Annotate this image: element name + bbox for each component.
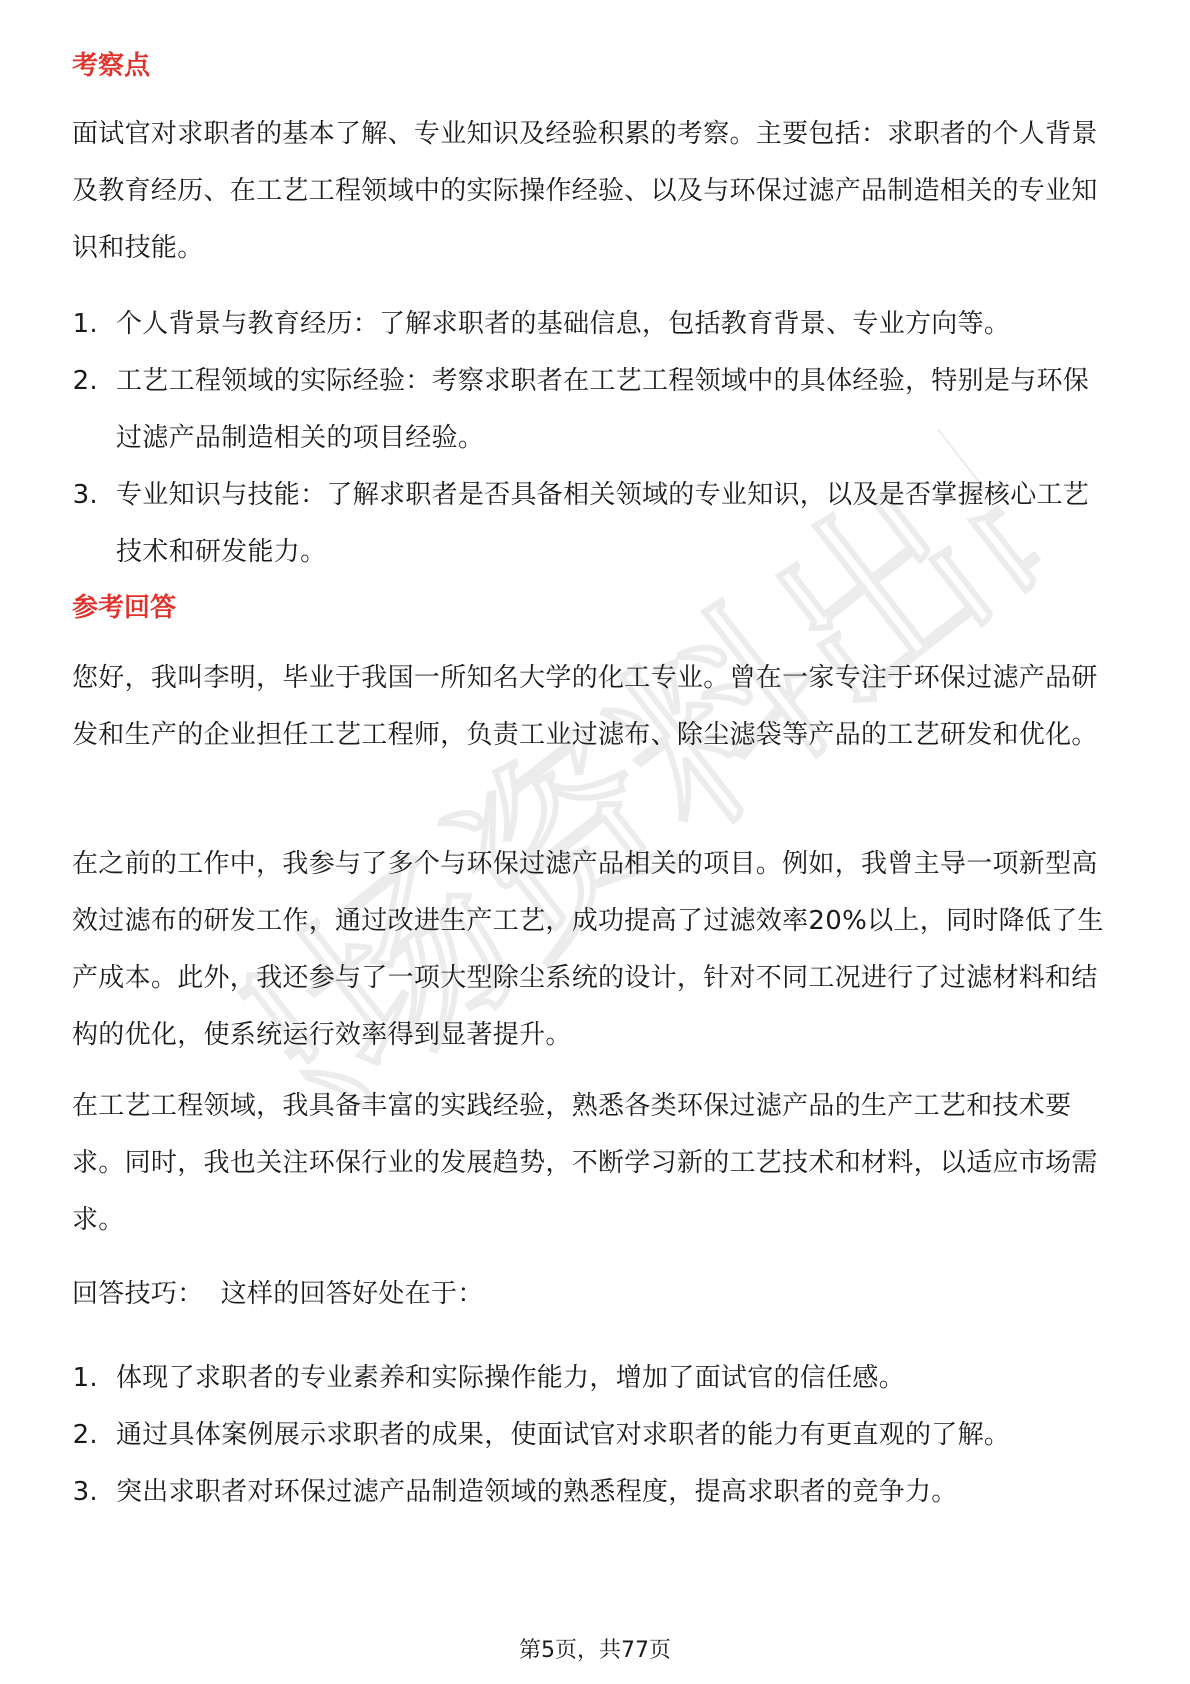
list-number: 2.	[72, 1420, 98, 1450]
list-text: 工艺工程领域的实际经验：考察求职者在工艺工程领域中的具体经验，特别是与环保过滤产品制造相关的项目经验。	[116, 366, 1090, 453]
reference-answer-heading: 参考回答	[72, 593, 177, 623]
list-item	[64, 467, 1110, 581]
answer-tips-intro: 回答技巧： 这样的回答好处在于：	[72, 1279, 484, 1309]
list-text: 专业知识与技能：了解求职者是否具备相关领域的专业知识，以及是否掌握核心工艺技术和研发能力。	[116, 480, 1090, 567]
list-text: 个人背景与教育经历：了解求职者的基础信息，包括教育背景、专业方向等。	[116, 309, 1011, 339]
answer-paragraph-3: 在工艺工程领域，我具备丰富的实践经验，熟悉各类环保过滤产品的生产工艺和技术要求。同时，我也关注环保行业的发展趋势，不断学习新的工艺技术和材料，以适应市场需求。	[72, 1091, 1098, 1235]
answer-paragraph-2: 在之前的工作中，我参与了多个与环保过滤产品相关的项目。例如，我曾主导一项新型高效过滤布的研发工作，通过改进生产工艺，成功提高了过滤效率20%以上，同时降低了生产成本。此外，我还参与了一项大型除尘系统的设计，针对不同工况进行了过滤材料和结构的优化，使系统运行效率得到显著提升。	[72, 849, 1104, 1050]
watermark-text: 职场资料出品	[203, 394, 1097, 1186]
list-number: 1.	[72, 1363, 98, 1393]
list-item	[64, 296, 1110, 353]
list-item	[64, 1350, 1110, 1407]
list-text: 体现了求职者的专业素养和实际操作能力，增加了面试官的信任感。	[116, 1363, 906, 1393]
list-number: 1.	[72, 309, 98, 339]
exam-points-heading: 考察点	[72, 51, 151, 81]
answer-paragraph-1: 您好，我叫李明，毕业于我国一所知名大学的化工专业。曾在一家专注于环保过滤产品研发和生产的企业担任工艺工程师，负责工业过滤布、除尘滤袋等产品的工艺研发和优化。	[72, 663, 1098, 750]
list-text: 突出求职者对环保过滤产品制造领域的熟悉程度，提高求职者的竞争力。	[116, 1477, 958, 1507]
list-text: 通过具体案例展示求职者的成果，使面试官对求职者的能力有更直观的了解。	[116, 1420, 1011, 1450]
list-number: 3.	[72, 1477, 98, 1507]
exam-points-intro: 面试官对求职者的基本了解、专业知识及经验积累的考察。主要包括：求职者的个人背景及教育经历、在工艺工程领域中的实际操作经验、以及与环保过滤产品制造相关的专业知识和技能。	[72, 119, 1098, 263]
list-number: 2.	[72, 366, 98, 396]
list-item	[64, 1407, 1110, 1464]
exam-points-list	[64, 296, 1110, 581]
list-item	[64, 1464, 1110, 1521]
page-footer: 第5页，共77页	[519, 1638, 671, 1663]
list-item	[64, 353, 1110, 467]
list-number: 3.	[72, 480, 98, 510]
answer-tips-list	[64, 1350, 1110, 1521]
